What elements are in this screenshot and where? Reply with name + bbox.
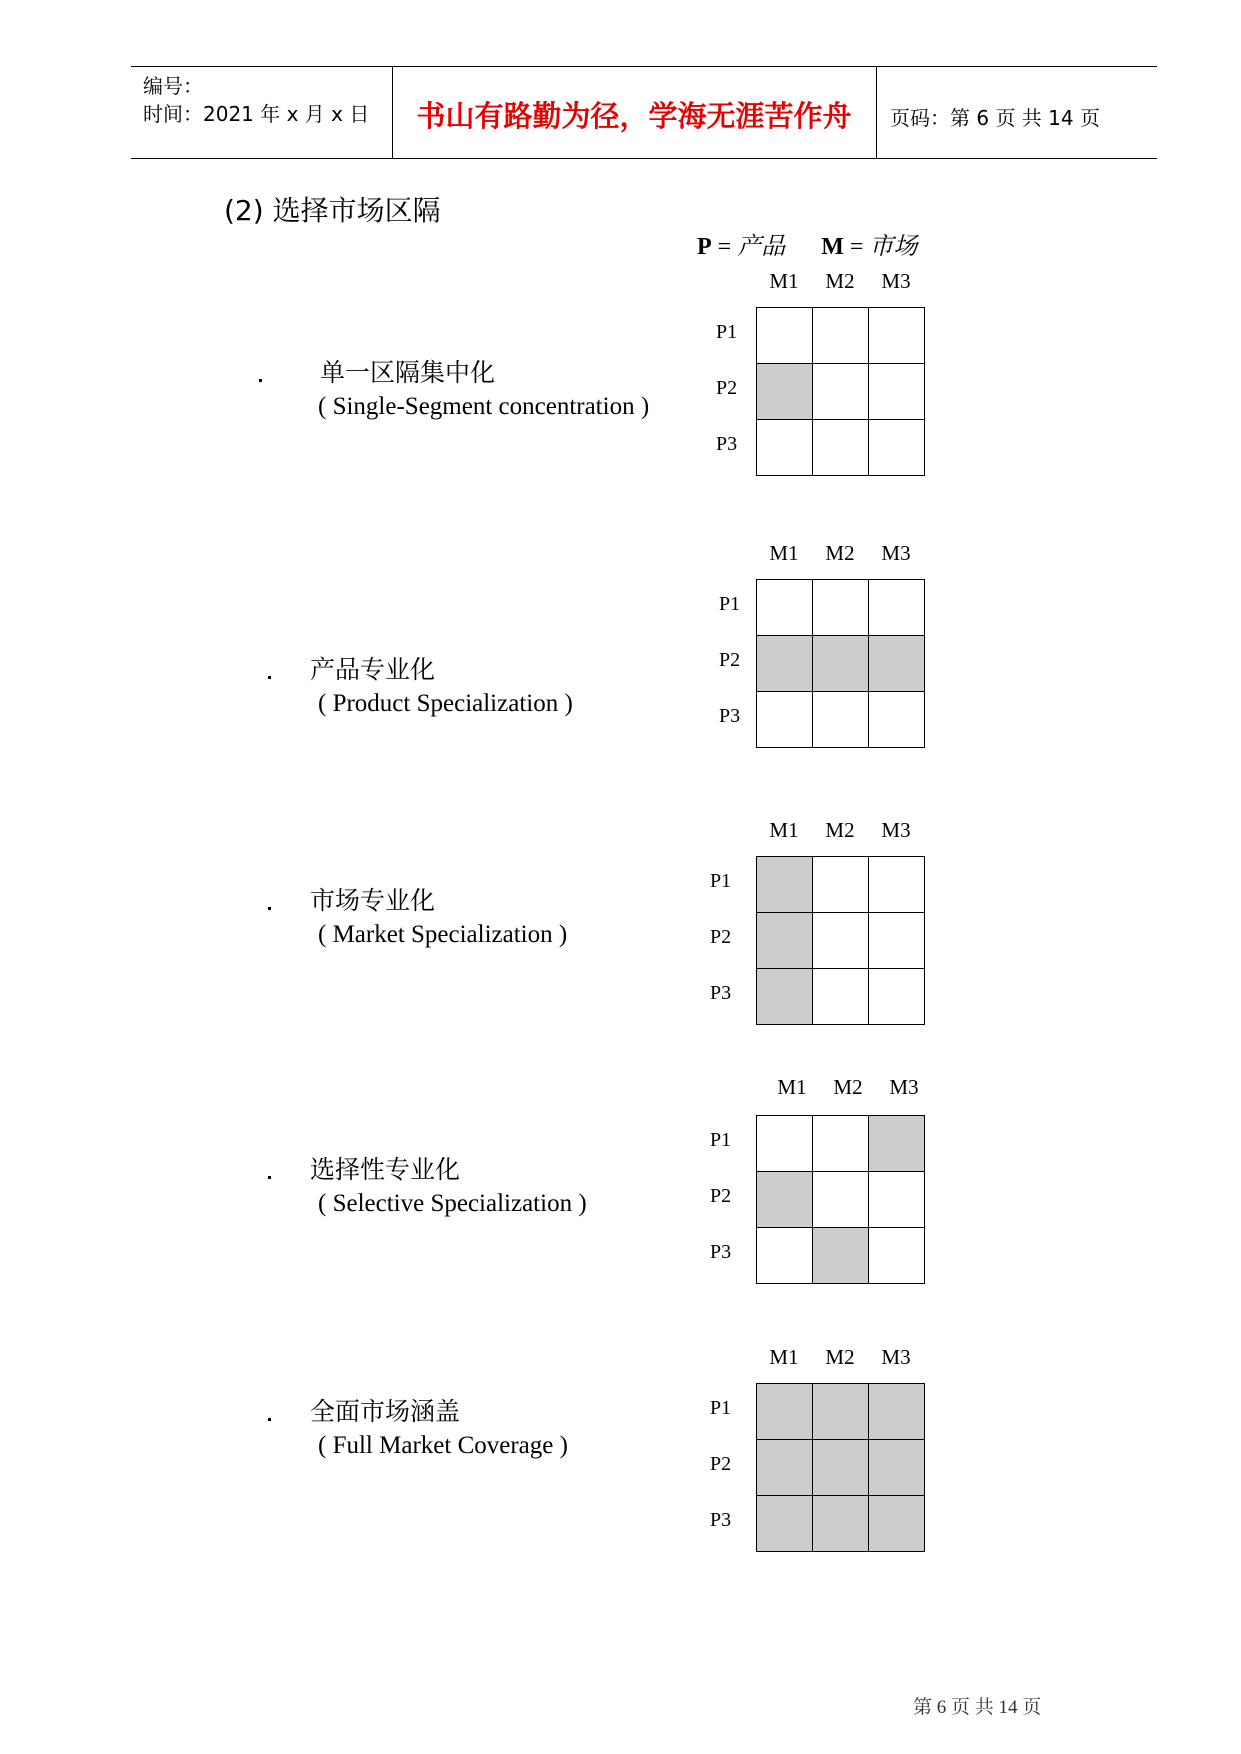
matrix-cell-empty [813,364,869,420]
matrix-cell-empty [813,969,869,1025]
matrix-cell-empty [869,420,925,476]
matrix-column-header: M3 [881,541,911,565]
segment-en-label: ( Market Specialization ) [318,921,568,948]
legend-m-eq: = [843,234,870,260]
legend [697,226,917,261]
matrix-cell-empty [869,308,925,364]
matrix-cell-filled [757,1440,813,1496]
legend-m: M [821,234,844,260]
segment-matrix [756,856,925,1025]
matrix-cell-filled [757,1172,813,1228]
matrix-row-header: P3 [710,982,732,1004]
section-title: (2) 选择市场区隔 [224,194,441,227]
segment-cn-label: 选择性专业化 [310,1155,461,1184]
matrix-column-header: M2 [825,818,855,842]
matrix-row-header: P1 [719,593,741,615]
matrix-cell-empty [869,1228,925,1284]
bullet-dot [268,676,271,679]
matrix-cell-filled [869,636,925,692]
matrix-cell-empty [757,1116,813,1172]
matrix-cell-filled [869,1384,925,1440]
matrix-row-header: P3 [719,705,741,727]
matrix-cell-empty [813,857,869,913]
matrix-cell-empty [813,692,869,748]
header-bottom-rule [131,158,1157,159]
legend-p-eq: = [711,234,738,260]
segment-cn-label: 市场专业化 [310,886,436,915]
header-motto: 书山有路勤为径，学海无涯苦作舟 [416,99,852,133]
matrix-cell-filled [757,364,813,420]
matrix-column-header: M1 [769,541,799,565]
matrix-cell-filled [757,857,813,913]
segment-en-label: ( Product Specialization ) [318,690,573,717]
matrix-column-header: M1 [769,818,799,842]
matrix-cell-empty [757,580,813,636]
matrix-column-header: M1 [769,1345,799,1369]
matrix-cell-empty [869,913,925,969]
matrix-row-header: P1 [710,870,732,892]
segment-matrix [756,1115,925,1284]
matrix-row-header: P2 [719,649,741,671]
matrix-row-header: P3 [716,433,738,455]
matrix-column-header: M1 [777,1075,807,1099]
segment-cn-label: 单一区隔集中化 [320,358,496,387]
header-number-label: 编号： [143,74,203,98]
matrix-row-header: P2 [716,377,738,399]
legend-p-text: 产品 [737,234,786,260]
matrix-cell-filled [757,1384,813,1440]
matrix-cell-empty [757,1228,813,1284]
matrix-cell-empty [869,692,925,748]
page-footer: 第 6 页 共 14 页 [913,1697,1042,1718]
matrix-cell-empty [813,420,869,476]
matrix-cell-filled [757,969,813,1025]
matrix-cell-empty [869,969,925,1025]
segment-matrix [756,1383,925,1552]
matrix-row-header: P1 [710,1129,732,1151]
header-time-label: 时间：2021 年 x 月 x 日 [143,102,370,126]
matrix-cell-empty [813,1172,869,1228]
matrix-column-header: M2 [825,1345,855,1369]
matrix-cell-empty [813,308,869,364]
matrix-column-header: M3 [889,1075,919,1099]
matrix-cell-filled [757,913,813,969]
matrix-row-header: P1 [710,1397,732,1419]
matrix-cell-filled [869,1496,925,1552]
matrix-row-header: P2 [710,1185,732,1207]
matrix-cell-empty [869,1172,925,1228]
matrix-cell-empty [869,580,925,636]
header-page-label: 页码：第 6 页 共 14 页 [890,106,1100,130]
header-top-rule [131,66,1157,67]
matrix-row-header: P2 [710,1453,732,1475]
matrix-cell-empty [757,692,813,748]
matrix-cell-empty [813,580,869,636]
segment-matrix [756,579,925,748]
segment-matrix [756,307,925,476]
matrix-cell-filled [869,1116,925,1172]
matrix-row-header: P3 [710,1241,732,1263]
matrix-cell-filled [813,1228,869,1284]
legend-m-text: 市场 [869,234,918,260]
matrix-cell-filled [813,1440,869,1496]
segment-en-label: ( Selective Specialization ) [318,1190,587,1217]
matrix-cell-filled [813,636,869,692]
matrix-row-header: P1 [716,321,738,343]
matrix-cell-filled [757,1496,813,1552]
matrix-column-header: M3 [881,1345,911,1369]
matrix-column-header: M1 [769,269,799,293]
bullet-dot [268,907,271,910]
header-divider-right [876,66,877,158]
matrix-column-header: M2 [825,269,855,293]
matrix-cell-empty [757,308,813,364]
matrix-column-header: M2 [833,1075,863,1099]
legend-p: P [697,234,712,260]
matrix-cell-empty [813,1116,869,1172]
matrix-cell-filled [869,1440,925,1496]
matrix-cell-empty [869,364,925,420]
matrix-cell-empty [813,913,869,969]
segment-en-label: ( Full Market Coverage ) [318,1432,568,1459]
matrix-column-header: M3 [881,818,911,842]
matrix-cell-filled [813,1496,869,1552]
matrix-cell-empty [757,420,813,476]
segment-cn-label: 产品专业化 [310,655,436,684]
bullet-dot [268,1418,271,1421]
segment-cn-label: 全面市场涵盖 [310,1397,461,1426]
matrix-row-header: P3 [710,1509,732,1531]
bullet-dot [259,379,262,382]
matrix-cell-filled [757,636,813,692]
segment-en-label: ( Single-Segment concentration ) [318,393,650,420]
matrix-row-header: P2 [710,926,732,948]
matrix-cell-filled [813,1384,869,1440]
matrix-column-header: M3 [881,269,911,293]
matrix-column-header: M2 [825,541,855,565]
matrix-cell-empty [869,857,925,913]
bullet-dot [268,1176,271,1179]
